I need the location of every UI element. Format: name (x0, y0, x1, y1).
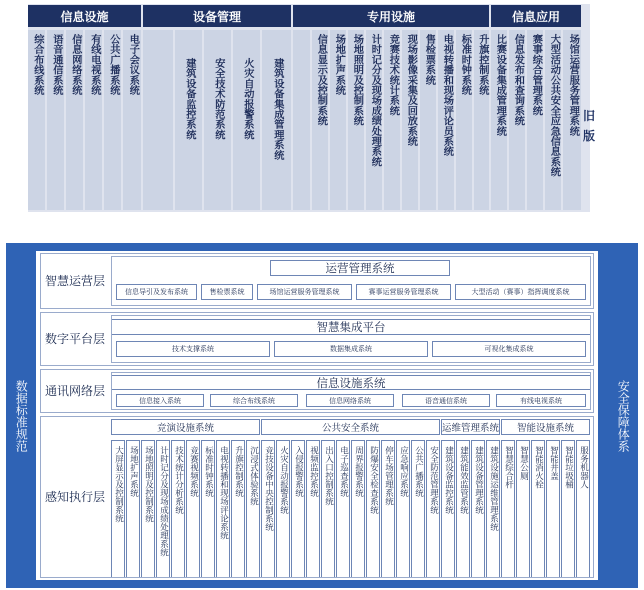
perception-system: 周界报警系统 (351, 440, 365, 578)
old-system-label: 比赛设备集成管理系统 (494, 34, 506, 136)
perception-system: 公共广播系统 (411, 440, 425, 578)
digital-item: 数据集成系统 (274, 341, 428, 357)
old-system-label: 火灾自动报警系统 (241, 58, 253, 140)
network-item: 语音通信系统 (402, 394, 490, 407)
old-system-column (143, 30, 173, 210)
old-system-label: 售检票系统 (423, 34, 435, 85)
old-system-column (312, 30, 328, 210)
new-architecture (6, 243, 638, 588)
ops-title: 运营管理系统 (270, 260, 450, 276)
ops-panel (111, 256, 591, 306)
old-system-column (348, 30, 364, 210)
old-system-label: 升旗控制系统 (476, 34, 488, 96)
data-standards-label: 数据标准规范 (14, 379, 29, 452)
perception-system: 视频监控系统 (306, 440, 320, 578)
ops-item: 大型活动（赛事）指挥调度系统 (455, 284, 586, 300)
layer-name: 数字平台层 (44, 331, 105, 346)
perception-system: 入侵报警系统 (291, 440, 305, 578)
old-system-column (384, 30, 400, 210)
old-system-label: 场地扩声系统 (333, 34, 345, 96)
old-system-column (123, 30, 141, 210)
old-system-label: 场地照明及控制系统 (351, 34, 363, 126)
old-system-column (85, 30, 102, 210)
old-system-column (456, 30, 472, 210)
layer-perception (40, 416, 594, 578)
ops-item: 赛事运营服务管理系统 (356, 284, 451, 300)
old-architecture (28, 4, 590, 212)
layer-network (40, 369, 594, 413)
old-system-label: 标准时钟系统 (459, 34, 471, 96)
old-system-column (491, 30, 507, 210)
old-system-label: 安全技术防范系统 (212, 58, 224, 140)
old-system-label: 信息网络系统 (69, 34, 81, 96)
old-system-column (402, 30, 418, 210)
perception-system: 火灾自动报警系统 (276, 440, 290, 578)
old-system-column (474, 30, 489, 210)
perception-system: 升旗控制系统 (231, 440, 245, 578)
perception-system: 应急响应系统 (396, 440, 410, 578)
old-system-label: 大型活动公共安全应急信息系统 (548, 34, 560, 177)
old-system-label: 有线电视系统 (88, 34, 100, 96)
category-operations: 运维管理系统 (441, 419, 500, 435)
perception-system: 大屏显示及控制系统 (111, 440, 125, 578)
old-system-label: 赛事综合管理系统 (530, 34, 542, 116)
network-panel (111, 372, 591, 410)
old-system-label: 公共广播系统 (107, 34, 119, 96)
old-system-label: 竞赛技术统计系统 (387, 34, 399, 116)
old-system-column (509, 30, 525, 210)
digital-panel (111, 315, 591, 363)
old-system-label: 语音通信系统 (50, 34, 62, 96)
old-system-label: 建筑设备监控系统 (183, 58, 195, 140)
old-system-label: 综合布线系统 (31, 34, 43, 96)
category-public-safety: 公共安全系统 (261, 419, 440, 435)
perception-system: 竞赛视频系统 (186, 440, 200, 578)
old-group-header: 信息设施 (28, 5, 141, 27)
old-group-header: 设备管理 (143, 5, 291, 27)
perception-system: 计时记分及现场成绩处理系统 (156, 440, 170, 578)
old-system-label: 信息显示及控制系统 (315, 34, 327, 126)
network-item: 有线电视系统 (496, 394, 586, 407)
digital-item: 可视化集成系统 (432, 341, 586, 357)
old-group-header: 信息应用 (491, 5, 581, 27)
perception-system: 智慧公厕 (516, 440, 530, 578)
old-system-column (563, 30, 581, 210)
perception-system: 服务机器人 (576, 440, 590, 578)
old-system-column (28, 30, 45, 210)
layer-digital (40, 312, 594, 366)
category-competition: 竞演设施系统 (111, 419, 260, 435)
security-system-label: 安全保障体系 (616, 379, 631, 452)
perception-system: 智慧综合杆 (501, 440, 515, 578)
old-system-label: 电子会议系统 (127, 34, 139, 96)
old-system-label: 现场影像采集及回放系统 (405, 34, 417, 147)
perception-system: 建筑设备监控系统 (441, 440, 455, 578)
old-system-column (262, 30, 291, 210)
old-system-column (47, 30, 64, 210)
old-system-column (175, 30, 202, 210)
category-smart-facilities: 智能设施系统 (501, 419, 590, 435)
old-group-header: 专用设施 (293, 5, 489, 27)
perception-system: 标准时钟系统 (201, 440, 215, 578)
old-system-column (438, 30, 454, 210)
old-system-column (330, 30, 346, 210)
network-item: 信息接入系统 (116, 394, 204, 407)
perception-system: 出入口控制系统 (321, 440, 335, 578)
old-system-column (293, 30, 310, 210)
old-system-column (527, 30, 543, 210)
perception-system: 智能井盖 (546, 440, 560, 578)
old-system-column (104, 30, 121, 210)
old-system-column (545, 30, 561, 210)
old-system-label: 建筑设备集成管理系统 (271, 58, 283, 160)
perception-system: 场地照明及控制系统 (141, 440, 155, 578)
ops-item: 售检票系统 (201, 284, 253, 300)
perception-system: 建筑设备管理系统 (471, 440, 485, 578)
network-item: 综合布线系统 (210, 394, 298, 407)
old-system-label: 电视转播和现场评论员系统 (441, 34, 453, 157)
perception-system: 电子巡查系统 (336, 440, 350, 578)
perception-system: 智能垃圾桶 (561, 440, 575, 578)
old-system-column (366, 30, 382, 210)
digital-item: 技术支撑系统 (116, 341, 270, 357)
old-system-column (233, 30, 260, 210)
perception-system: 竞技设备中央控制系统 (261, 440, 275, 578)
perception-system: 停车场管理系统 (381, 440, 395, 578)
old-version-label: 旧版 (583, 109, 596, 143)
ops-item: 场馆运营服务管理系统 (257, 284, 352, 300)
perception-system: 智能消火栓 (531, 440, 545, 578)
old-system-label: 场馆运营服务管理系统 (567, 34, 579, 136)
network-item: 信息网络系统 (306, 394, 394, 407)
layer-name: 智慧运营层 (44, 273, 105, 288)
perception-system: 建筑设施运维管理系统 (486, 440, 500, 578)
perception-system: 电视转播和现场评论系统 (216, 440, 230, 578)
digital-title: 智慧集成平台 (112, 319, 590, 335)
perception-system: 安全防范管理系统 (426, 440, 440, 578)
layer-stack (36, 251, 598, 580)
network-title: 信息设施系统 (112, 375, 590, 390)
ops-item: 信息导引及发布系统 (116, 284, 197, 300)
layer-ops (40, 253, 594, 309)
perception-system: 建筑能效监管系统 (456, 440, 470, 578)
layer-name: 感知执行层 (44, 489, 105, 504)
old-system-column (420, 30, 436, 210)
perception-system: 沉浸式体验系统 (246, 440, 260, 578)
perception-system: 防爆安全检查系统 (366, 440, 380, 578)
layer-name: 通讯网络层 (44, 383, 105, 398)
perception-system: 技术统计分析系统 (171, 440, 185, 578)
old-system-column (204, 30, 231, 210)
old-system-label: 计时记分及现场成绩处理系统 (369, 34, 381, 167)
old-system-label: 信息发布和查询系统 (512, 34, 524, 126)
perception-system: 场地扩声系统 (126, 440, 140, 578)
old-system-column (66, 30, 83, 210)
